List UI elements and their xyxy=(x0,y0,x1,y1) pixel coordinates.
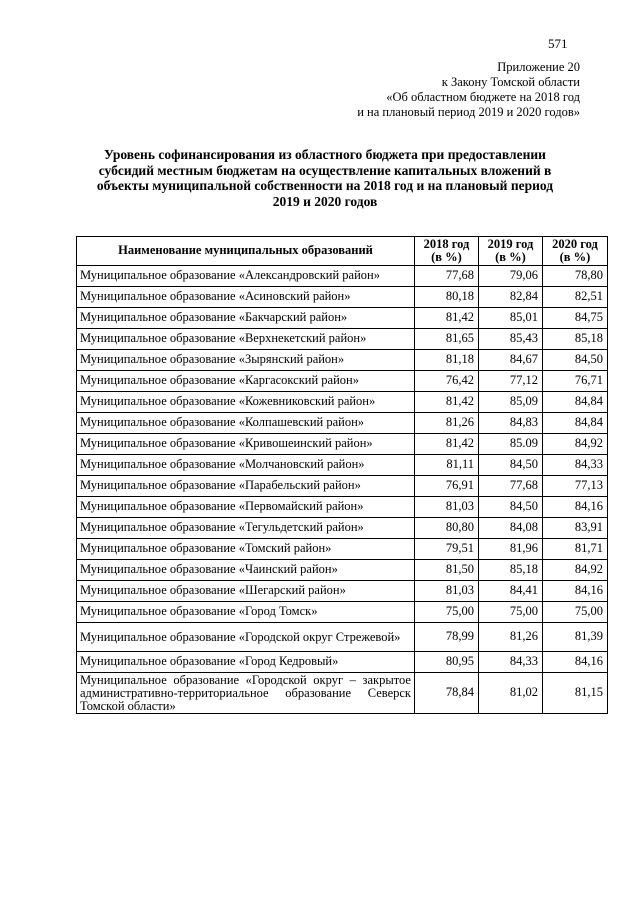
municipality-name-cell: Муниципальное образование «Асиновский район» xyxy=(77,287,415,308)
percent-2019-cell: 81,26 xyxy=(479,623,543,652)
table-row xyxy=(77,518,608,539)
percent-2020-cell: 83,91 xyxy=(543,518,608,539)
percent-2020-cell: 75,00 xyxy=(543,602,608,623)
percent-2019-cell: 81,96 xyxy=(479,539,543,560)
percent-2018-cell: 81,26 xyxy=(415,413,479,434)
percent-2018-cell: 77,68 xyxy=(415,266,479,287)
table-row xyxy=(77,308,608,329)
municipality-name-cell: Муниципальное образование «Город Томск» xyxy=(77,602,415,623)
percent-2020-cell: 84,92 xyxy=(543,434,608,455)
document-title xyxy=(70,147,580,209)
header-name: Наименование муниципальных образований xyxy=(77,237,415,266)
table-row xyxy=(77,476,608,497)
percent-2018-cell: 81,42 xyxy=(415,308,479,329)
percent-2019-cell: 84,41 xyxy=(479,581,543,602)
percent-2019-cell: 84,08 xyxy=(479,518,543,539)
percent-2019-cell: 79,06 xyxy=(479,266,543,287)
header-2019: 2019 год (в %) xyxy=(479,237,543,266)
table-row xyxy=(77,287,608,308)
appendix-line: «Об областном бюджете на 2018 год xyxy=(386,90,580,104)
header-2020: 2020 год (в %) xyxy=(543,237,608,266)
municipality-name-cell: Муниципальное образование «Тегульдетский район» xyxy=(77,518,415,539)
table-header-row xyxy=(77,237,608,266)
percent-2018-cell: 76,91 xyxy=(415,476,479,497)
table-row xyxy=(77,350,608,371)
appendix-line: и на плановый период 2019 и 2020 годов» xyxy=(357,105,580,119)
municipality-name-cell: Муниципальное образование «Молчановский район» xyxy=(77,455,415,476)
percent-2019-cell: 84,33 xyxy=(479,652,543,673)
cofinancing-table xyxy=(76,236,608,714)
municipality-name-cell: Муниципальное образование «Верхнекетский район» xyxy=(77,329,415,350)
table-row xyxy=(77,455,608,476)
table-row xyxy=(77,602,608,623)
municipality-name-cell: Муниципальное образование «Парабельский район» xyxy=(77,476,415,497)
percent-2020-cell: 78,80 xyxy=(543,266,608,287)
percent-2019-cell: 85,18 xyxy=(479,560,543,581)
municipality-name-cell: Муниципальное образование «Александровский район» xyxy=(77,266,415,287)
appendix-line: Приложение 20 xyxy=(497,60,580,74)
percent-2018-cell: 81,42 xyxy=(415,392,479,413)
percent-2020-cell: 85,18 xyxy=(543,329,608,350)
municipality-name-cell: Муниципальное образование «Кожевниковский район» xyxy=(77,392,415,413)
title-line: 2019 и 2020 годов xyxy=(272,193,378,209)
percent-2018-cell: 80,80 xyxy=(415,518,479,539)
percent-2019-cell: 81,02 xyxy=(479,673,543,714)
percent-2018-cell: 80,18 xyxy=(415,287,479,308)
percent-2018-cell: 81,03 xyxy=(415,497,479,518)
table-row xyxy=(77,434,608,455)
municipality-name-cell: Муниципальное образование «Городской округ – закрытое административно-территориальное образование Северск Томской области» xyxy=(77,673,415,714)
municipality-name-cell: Муниципальное образование «Чаинский район» xyxy=(77,560,415,581)
percent-2019-cell: 77,12 xyxy=(479,371,543,392)
table-row xyxy=(77,581,608,602)
percent-2018-cell: 75,00 xyxy=(415,602,479,623)
percent-2018-cell: 80,95 xyxy=(415,652,479,673)
percent-2019-cell: 84,50 xyxy=(479,497,543,518)
municipality-name-cell: Муниципальное образование «Первомайский район» xyxy=(77,497,415,518)
percent-2020-cell: 81,71 xyxy=(543,539,608,560)
percent-2018-cell: 81,42 xyxy=(415,434,479,455)
municipality-name-cell: Муниципальное образование «Городской округ Стрежевой» xyxy=(77,623,415,652)
percent-2020-cell: 84,50 xyxy=(543,350,608,371)
percent-2018-cell: 78,84 xyxy=(415,673,479,714)
percent-2018-cell: 81,11 xyxy=(415,455,479,476)
percent-2020-cell: 84,84 xyxy=(543,392,608,413)
title-line: Уровень софинансирования из областного бюджета при предоставлении xyxy=(104,147,546,162)
municipality-name-cell: Муниципальное образование «Томский район» xyxy=(77,539,415,560)
percent-2019-cell: 85,43 xyxy=(479,329,543,350)
appendix-note xyxy=(357,60,580,120)
percent-2020-cell: 84,16 xyxy=(543,497,608,518)
table-row xyxy=(77,652,608,673)
percent-2018-cell: 81,03 xyxy=(415,581,479,602)
percent-2020-cell: 84,84 xyxy=(543,413,608,434)
percent-2019-cell: 77,68 xyxy=(479,476,543,497)
municipality-name-cell: Муниципальное образование «Зырянский район» xyxy=(77,350,415,371)
percent-2018-cell: 78,99 xyxy=(415,623,479,652)
percent-2020-cell: 84,16 xyxy=(543,652,608,673)
table-row xyxy=(77,413,608,434)
municipality-name-cell: Муниципальное образование «Шегарский район» xyxy=(77,581,415,602)
percent-2018-cell: 81,65 xyxy=(415,329,479,350)
percent-2020-cell: 81,39 xyxy=(543,623,608,652)
percent-2019-cell: 84,50 xyxy=(479,455,543,476)
municipality-name-cell: Муниципальное образование «Каргасокский район» xyxy=(77,371,415,392)
table-row xyxy=(77,371,608,392)
percent-2020-cell: 84,92 xyxy=(543,560,608,581)
percent-2020-cell: 76,71 xyxy=(543,371,608,392)
title-line: субсидий местным бюджетам на осуществление капитальных вложений в xyxy=(98,162,552,178)
percent-2019-cell: 84,83 xyxy=(479,413,543,434)
percent-2018-cell: 76,42 xyxy=(415,371,479,392)
table-row xyxy=(77,539,608,560)
percent-2020-cell: 84,75 xyxy=(543,308,608,329)
table-row xyxy=(77,266,608,287)
percent-2020-cell: 84,16 xyxy=(543,581,608,602)
percent-2020-cell: 84,33 xyxy=(543,455,608,476)
percent-2020-cell: 77,13 xyxy=(543,476,608,497)
table-row xyxy=(77,497,608,518)
title-line: объекты муниципальной собственности на 2018 год и на плановый период xyxy=(96,178,554,193)
percent-2019-cell: 75,00 xyxy=(479,602,543,623)
municipality-name-cell: Муниципальное образование «Кривошеинский район» xyxy=(77,434,415,455)
percent-2020-cell: 81,15 xyxy=(543,673,608,714)
appendix-line: к Закону Томской области xyxy=(441,75,580,89)
municipality-name-cell: Муниципальное образование «Город Кедровый» xyxy=(77,652,415,673)
table-row xyxy=(77,329,608,350)
municipality-name-cell: Муниципальное образование «Колпашевский район» xyxy=(77,413,415,434)
page-number: 571 xyxy=(548,36,568,51)
percent-2019-cell: 85,09 xyxy=(479,392,543,413)
table-row xyxy=(77,560,608,581)
percent-2018-cell: 81,18 xyxy=(415,350,479,371)
percent-2019-cell: 84,67 xyxy=(479,350,543,371)
percent-2018-cell: 81,50 xyxy=(415,560,479,581)
table-row xyxy=(77,392,608,413)
table-body xyxy=(77,266,608,714)
percent-2019-cell: 85.09 xyxy=(479,434,543,455)
municipality-name-cell: Муниципальное образование «Бакчарский район» xyxy=(77,308,415,329)
percent-2019-cell: 85,01 xyxy=(479,308,543,329)
percent-2018-cell: 79,51 xyxy=(415,539,479,560)
percent-2019-cell: 82,84 xyxy=(479,287,543,308)
header-2018: 2018 год (в %) xyxy=(415,237,479,266)
table-row xyxy=(77,623,608,652)
percent-2020-cell: 82,51 xyxy=(543,287,608,308)
table-row xyxy=(77,673,608,714)
